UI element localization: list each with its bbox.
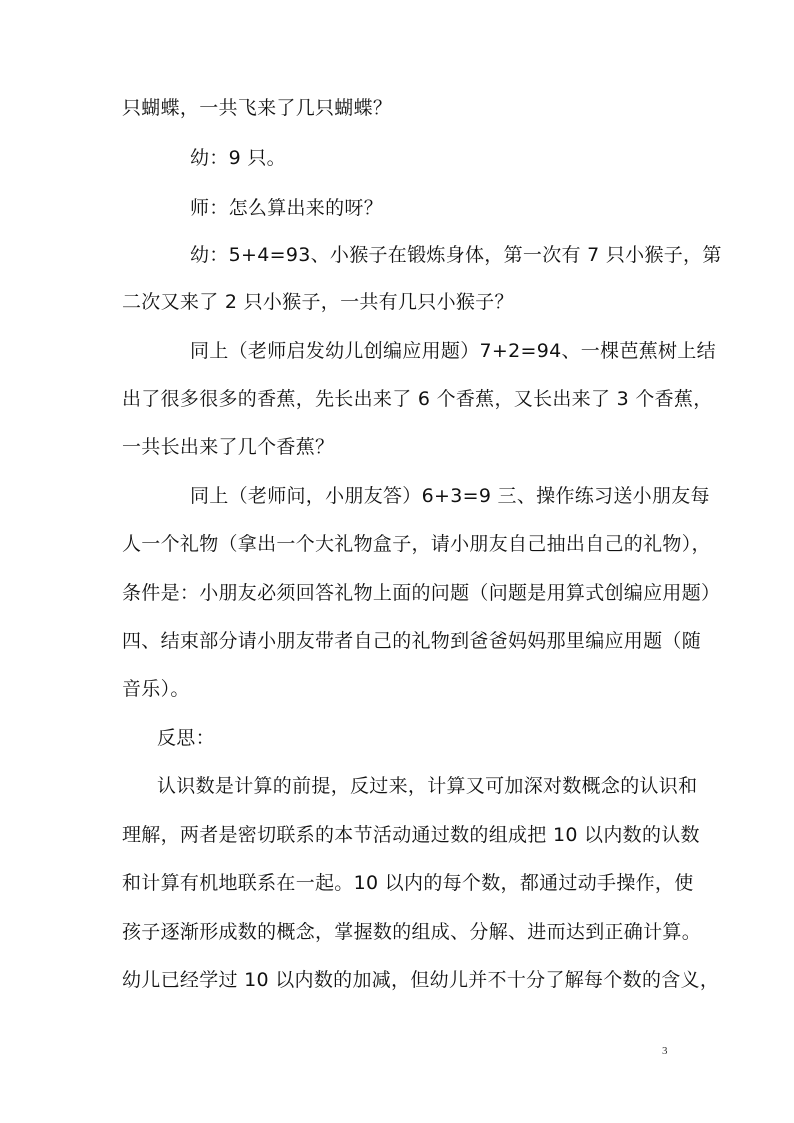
text-line: 二次又来了 2 只小猴子，一共有几只小猴子？ <box>122 291 514 313</box>
section-heading: 反思： <box>157 727 215 749</box>
text-line: 孩子逐渐形成数的概念，掌握数的组成、分解、进而达到正确计算。 <box>122 921 702 943</box>
text-line: 同上（老师启发幼儿创编应用题）7+2=94、一棵芭蕉树上结 <box>190 340 716 362</box>
text-line: 师：怎么算出来的呀？ <box>190 197 384 219</box>
text-line: 认识数是计算的前提，反过来，计算又可加深对数概念的认识和 <box>157 775 698 797</box>
text-line: 出了很多很多的香蕉，先长出来了 6 个香蕉，又长出来了 3 个香蕉， <box>122 388 713 410</box>
page-number: 3 <box>662 1045 668 1057</box>
text-line: 音乐）。 <box>122 678 190 700</box>
text-line: 幼儿已经学过 10 以内数的加减，但幼儿并不十分了解每个数的含义， <box>122 969 720 991</box>
text-line: 只蝴蝶，一共飞来了几只蝴蝶？ <box>122 97 393 119</box>
text-line: 条件是：小朋友必须回答礼物上面的问题（问题是用算式创编应用题） <box>122 582 721 604</box>
text-line: 四、结束部分请小朋友带者自己的礼物到爸爸妈妈那里编应用题（随 <box>122 630 702 652</box>
text-line: 一共长出来了几个香蕉？ <box>122 436 335 458</box>
text-line: 幼：5+4=93、小猴子在锻炼身体，第一次有 7 只小猴子，第 <box>190 244 722 266</box>
text-line: 理解，两者是密切联系的本节活动通过数的组成把 10 以内数的认数 <box>122 824 700 846</box>
text-line: 同上（老师问，小朋友答）6+3=9 三、操作练习送小朋友每 <box>190 485 710 507</box>
text-line: 人一个礼物（拿出一个大礼物盒子，请小朋友自己抽出自己的礼物）， <box>122 533 711 555</box>
text-line: 幼：9 只。 <box>190 147 286 169</box>
text-line: 和计算有机地联系在一起。10 以内的每个数，都通过动手操作，使 <box>122 872 694 894</box>
